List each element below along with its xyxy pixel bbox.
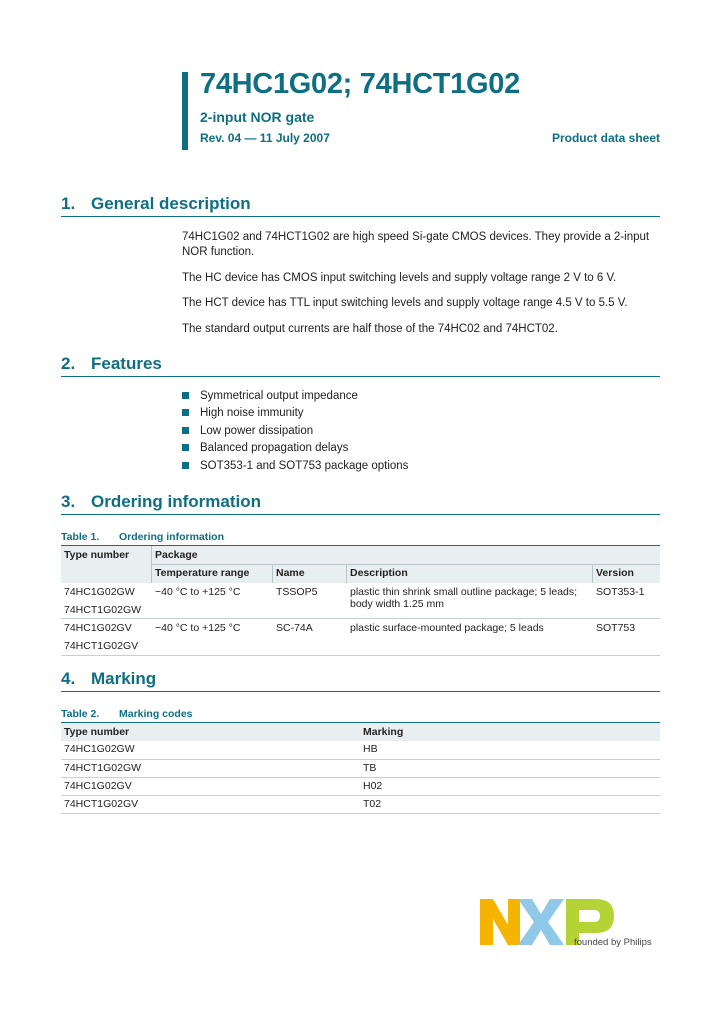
table2-header-type-number: Type number bbox=[64, 726, 130, 738]
logo-n-shape bbox=[480, 899, 520, 945]
section-title: General description bbox=[91, 194, 251, 213]
section-title: Marking bbox=[91, 669, 157, 688]
table2-caption: Table 2. Marking codes bbox=[61, 708, 193, 720]
table1-cell-type: 74HCT1G02GW bbox=[64, 604, 142, 616]
feature-item: Symmetrical output impedance bbox=[182, 390, 358, 402]
section-heading-features bbox=[61, 354, 162, 374]
section-heading-general-description bbox=[61, 194, 251, 214]
table1-header-package: Package bbox=[155, 549, 198, 561]
section-rule bbox=[61, 514, 660, 515]
table1-cell-version: SOT753 bbox=[596, 622, 636, 634]
table2-cell-type: 74HCT1G02GW bbox=[64, 762, 142, 774]
revision-info: Rev. 04 — 11 July 2007 bbox=[200, 131, 330, 145]
table1-cell-version: SOT353-1 bbox=[596, 586, 645, 598]
table2-bottom-rule bbox=[61, 813, 660, 814]
logo-tagline: founded by Philips bbox=[574, 937, 652, 948]
table2-cell-type: 74HCT1G02GV bbox=[64, 798, 139, 810]
general-paragraph-3: The HCT device has TTL input switching levels and supply voltage range 4.5 V to 5.5 V. bbox=[182, 297, 628, 309]
general-paragraph-1: 74HC1G02 and 74HCT1G02 are high speed Si-gate CMOS devices. They provide a 2-input NOR function. bbox=[182, 231, 650, 258]
table1-cell-temperature: −40 °C to +125 °C bbox=[155, 586, 241, 598]
bullet-square-icon bbox=[182, 427, 189, 434]
table2-row-divider bbox=[61, 795, 660, 796]
document-type: Product data sheet bbox=[551, 131, 660, 145]
table1-cell-type: 74HC1G02GW bbox=[64, 586, 135, 598]
section-number: 4. bbox=[61, 669, 76, 688]
feature-item: Balanced propagation delays bbox=[182, 442, 348, 454]
feature-item: SOT353-1 and SOT753 package options bbox=[182, 460, 408, 472]
document-subtitle: 2-input NOR gate bbox=[200, 109, 315, 125]
table1-column-divider bbox=[272, 565, 273, 583]
table2-cell-type: 74HC1G02GV bbox=[64, 780, 132, 792]
table1-header-type-number: Type number bbox=[64, 549, 130, 561]
table1-column-divider bbox=[592, 565, 593, 583]
section-title: Ordering information bbox=[91, 492, 261, 511]
table1-caption: Table 1. Ordering information bbox=[61, 531, 224, 543]
table2-header bbox=[61, 723, 660, 741]
table1-cell-description: plastic thin shrink small outline package; 5 leads; body width 1.25 mm bbox=[350, 586, 578, 610]
table1-cell-type: 74HCT1G02GV bbox=[64, 640, 139, 652]
nxp-logo bbox=[478, 895, 668, 955]
section-number: 3. bbox=[61, 492, 76, 511]
table1-header-version: Version bbox=[596, 567, 634, 579]
table1-header-name: Name bbox=[276, 567, 305, 579]
table2-row-divider bbox=[61, 759, 660, 760]
table2-row-divider bbox=[61, 777, 660, 778]
section-rule bbox=[61, 216, 660, 217]
table1-column-divider bbox=[346, 565, 347, 583]
bullet-square-icon bbox=[182, 444, 189, 451]
table1-cell-name: TSSOP5 bbox=[276, 586, 318, 598]
table2-cell-marking: TB bbox=[363, 762, 377, 774]
section-number: 2. bbox=[61, 354, 76, 373]
table1-cell-description: plastic surface-mounted package; 5 leads bbox=[350, 622, 544, 634]
table1-bottom-rule bbox=[61, 655, 660, 656]
general-paragraph-4: The standard output currents are half those of the 74HC02 and 74HCT02. bbox=[182, 323, 558, 335]
section-rule bbox=[61, 691, 660, 692]
table1-row-divider bbox=[61, 618, 660, 619]
bullet-square-icon bbox=[182, 462, 189, 469]
table2-cell-type: 74HC1G02GW bbox=[64, 743, 135, 755]
bullet-square-icon bbox=[182, 409, 189, 416]
section-rule bbox=[61, 376, 660, 377]
logo-x-shape bbox=[518, 899, 564, 945]
table2-cell-marking: HB bbox=[363, 743, 378, 755]
table1-cell-name: SC-74A bbox=[276, 622, 313, 634]
table1-header-divider bbox=[151, 564, 660, 565]
section-heading-ordering-information bbox=[61, 492, 261, 512]
feature-item: Low power dissipation bbox=[182, 425, 313, 437]
table1-cell-temperature: −40 °C to +125 °C bbox=[155, 622, 241, 634]
table2-cell-marking: H02 bbox=[363, 780, 383, 792]
document-title: 74HC1G02; 74HCT1G02 bbox=[200, 68, 520, 100]
section-title: Features bbox=[91, 354, 162, 373]
bullet-square-icon bbox=[182, 392, 189, 399]
table1-column-divider bbox=[151, 546, 152, 583]
section-number: 1. bbox=[61, 194, 76, 213]
feature-item: High noise immunity bbox=[182, 407, 304, 419]
table1-cell-type: 74HC1G02GV bbox=[64, 622, 132, 634]
title-accent-bar bbox=[182, 72, 188, 150]
table1-header-description: Description bbox=[350, 567, 408, 579]
general-paragraph-2: The HC device has CMOS input switching levels and supply voltage range 2 V to 6 V. bbox=[182, 272, 617, 284]
table2-header-marking: Marking bbox=[363, 726, 404, 738]
section-heading-marking bbox=[61, 669, 156, 689]
table1-header-temperature: Temperature range bbox=[155, 567, 250, 579]
table2-cell-marking: T02 bbox=[363, 798, 382, 810]
